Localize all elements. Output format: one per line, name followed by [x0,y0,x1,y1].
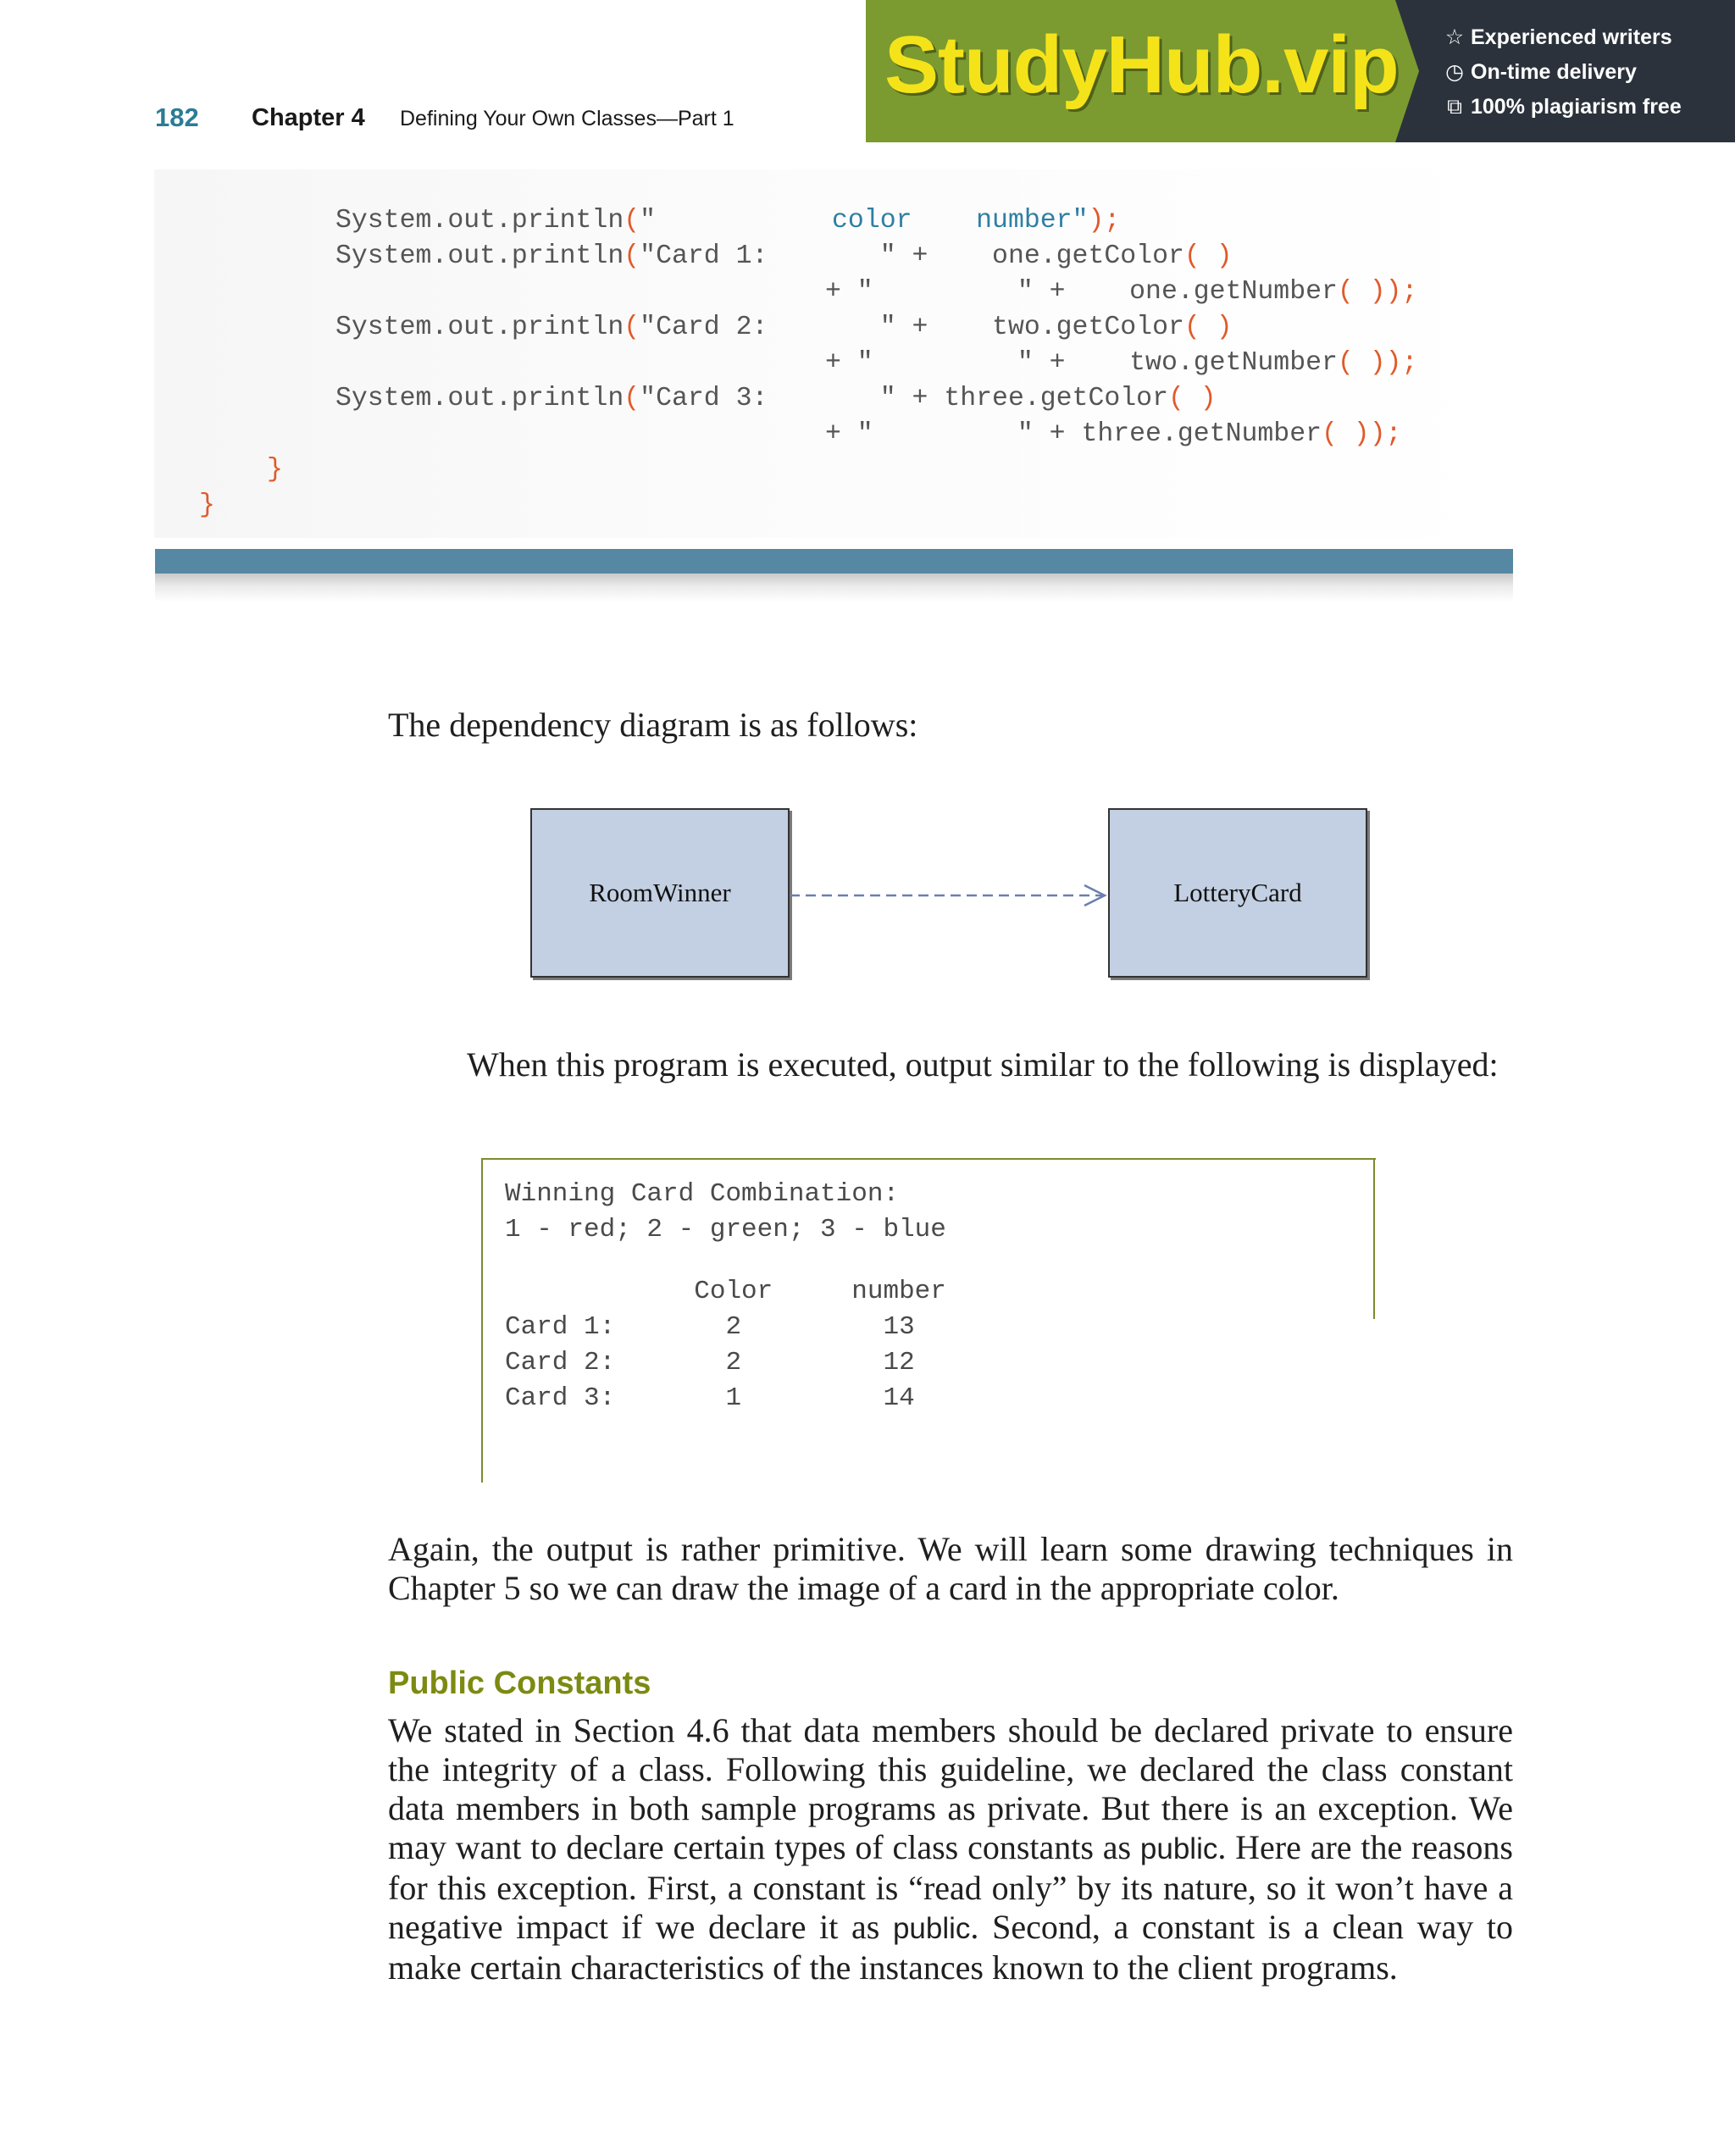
output-line: Card 3: 1 14 [505,1383,915,1413]
execution-intro: When this program is executed, output similar to the following is displayed: [467,1045,1499,1084]
closing-brace: } [267,455,283,485]
clock-icon: ◷ [1445,60,1464,84]
paragraph-line: Again, the output is rather primitive. We will learn some drawing techniques in [388,1530,1513,1568]
chapter-label: Chapter 4 [252,104,365,131]
promo-feature [1444,55,1682,90]
paragraph-body: We stated in Section 4.6 that data members should be declared private to ensure the integrity of a class. Following this guideline, we declared the class constant data members in both sample programs as private. But there is an exception. We may want to declare certain types of class constants as public. Here are the reasons for this exception. First, a constant is “read only” by its nature, so it won’t have a negative impact if we declare it as public. Second, a constant is a clean way to make certain characteristics of the instances known to the client programs. [388,1711,1514,1987]
dependency-diagram [525,805,1372,987]
output-line: Color number [505,1277,946,1306]
paragraph-line: Chapter 5 so we can draw the image of a card in the appropriate color. [388,1569,1339,1607]
section-heading: Public Constants [388,1665,651,1701]
output-line: 1 - red; 2 - green; 3 - blue [505,1215,946,1244]
code-line: + " " + three.getNumber( )); [825,419,1402,449]
code-listing-bar [155,549,1513,574]
section-paragraph [388,1711,1513,1987]
promo-feature [1444,20,1682,55]
keyword-public: public [1139,1832,1218,1865]
promo-feature-list [1444,20,1682,125]
star-icon: ☆ [1444,25,1465,49]
output-line: Winning Card Combination: [505,1179,900,1209]
closing-brace: } [199,491,215,520]
code-line: System.out.println(" color number"); [335,206,1121,236]
class-name: RoomWinner [589,878,731,907]
code-line: System.out.println("Card 3: " + three.getColor( ) [335,384,1217,413]
class-box-lotterycard [1108,808,1367,978]
promo-banner[interactable] [866,0,1735,142]
promo-feature-label: Experienced writers [1471,25,1672,49]
copy-icon: ⧉ [1447,95,1462,119]
code-line: + " " + one.getNumber( )); [825,277,1418,307]
class-name: LotteryCard [1173,878,1302,907]
promo-feature [1444,90,1682,125]
code-line: System.out.println("Card 2: " + two.getColor( ) [335,313,1233,342]
chapter-title: Defining Your Own Classes—Part 1 [400,107,734,130]
keyword-public: public [892,1912,971,1945]
promo-panel-arrow [1395,0,1419,142]
program-output [481,1158,1376,1483]
page-number: 182 [155,103,199,132]
promo-feature-label: On-time delivery [1471,60,1637,84]
class-box-roomwinner [530,808,790,978]
output-box-edge [1373,1158,1375,1319]
code-listing [154,169,1514,538]
code-line: System.out.println("Card 1: " + one.getColor( ) [335,241,1233,271]
output-comment [388,1530,1513,1608]
dependency-intro: The dependency diagram is as follows: [388,706,918,744]
code-listing-shadow [155,574,1513,602]
promo-logo[interactable]: StudyHub.vip [884,19,1399,110]
dependency-arrow [788,883,1110,908]
promo-feature-label: 100% plagiarism free [1471,95,1682,119]
code-line: + " " + two.getNumber( )); [825,348,1418,378]
output-line: Card 1: 2 13 [505,1312,915,1342]
output-line: Card 2: 2 12 [505,1348,915,1377]
